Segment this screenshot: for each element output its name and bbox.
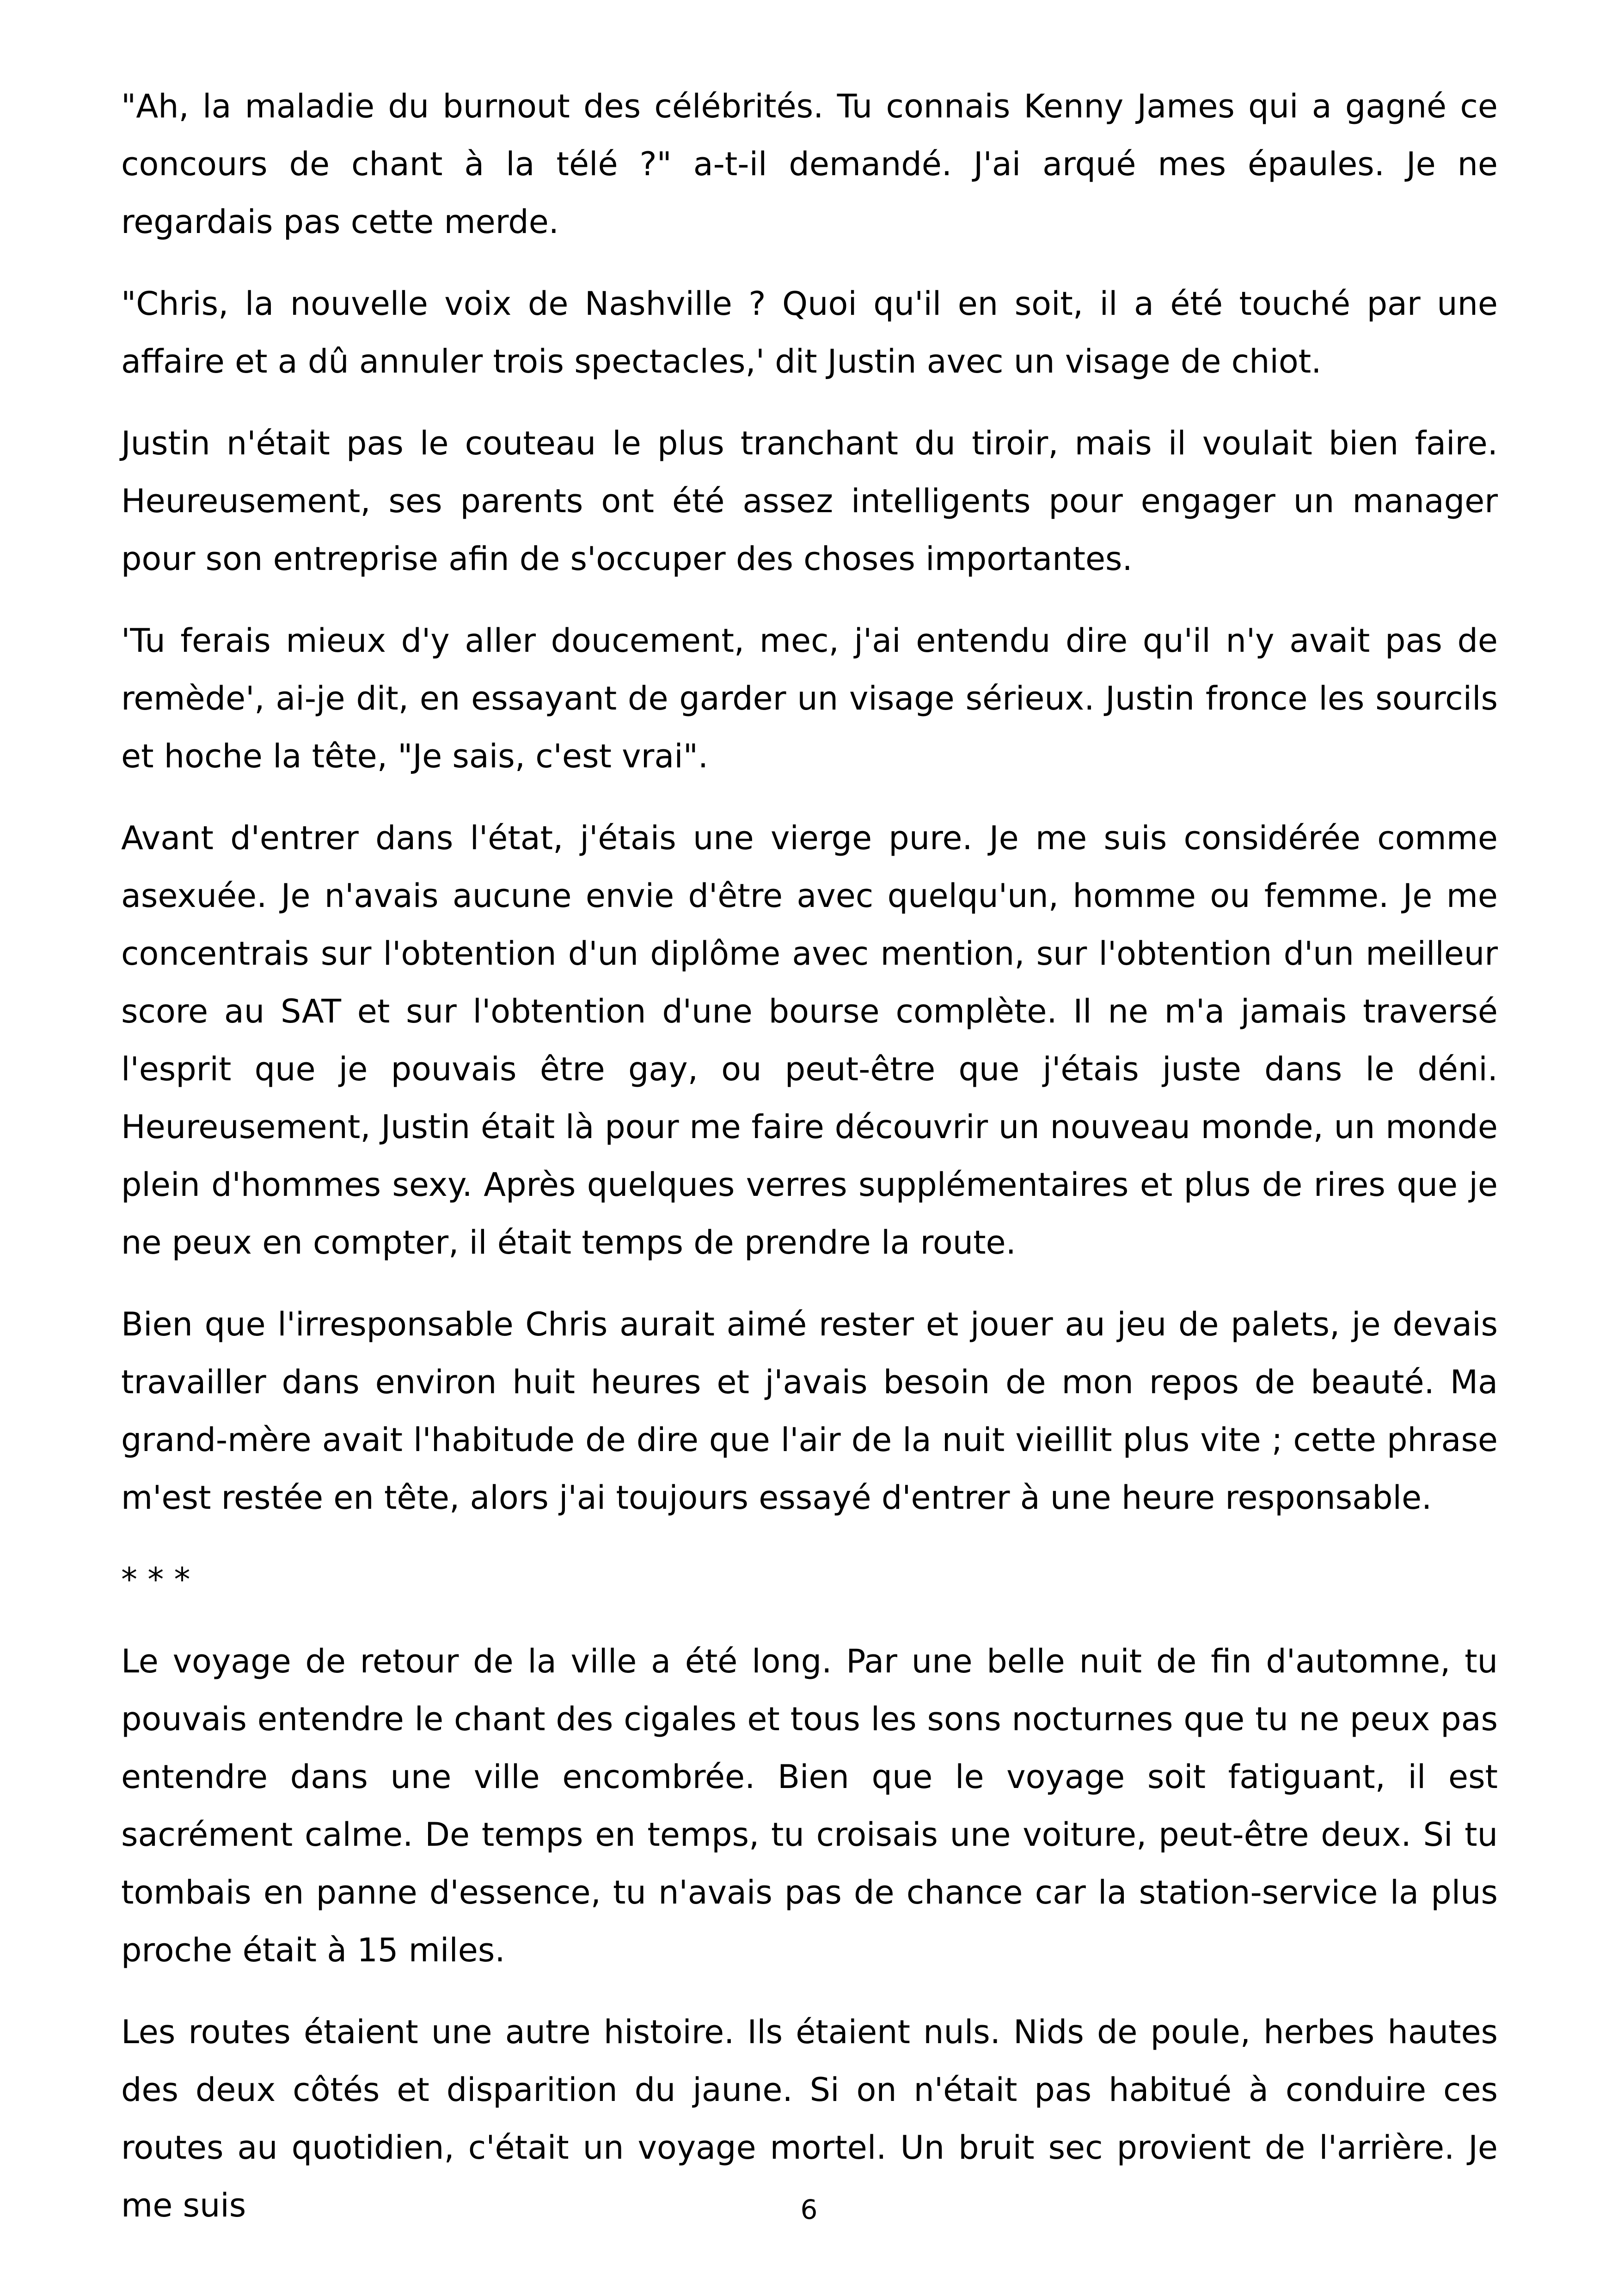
paragraph: 'Tu ferais mieux d'y aller doucement, mec, j'ai entendu dire qu'il n'y avait pas de remède', ai-je dit, en essayant de garder un visage sérieux. Justin fronce les sourcils et hoche la tête, "Je sais, c'est vrai". xyxy=(121,622,1498,775)
paragraph: Avant d'entrer dans l'état, j'étais une vierge pure. Je me suis considérée comme asexuée. Je n'avais aucune envie d'être avec quelqu'un, homme ou femme. Je me concentrais sur l'obtention d'un diplôme avec mention, sur l'obtention d'un meilleur score au SAT et sur l'obtention d'une bourse complète. Il ne m'a jamais traversé l'esprit que je pouvais être gay, ou peut-être que j'étais juste dans le déni. Heureusement, Justin était là pour me faire découvrir un nouveau monde, un monde plein d'hommes sexy. Après quelques verres supplémentaires et plus de rires que je ne peux en compter, il était temps de prendre la route. xyxy=(121,819,1498,1261)
paragraph: "Chris, la nouvelle voix de Nashville ? Quoi qu'il en soit, il a été touché par une affaire et a dû annuler trois spectacles,' dit Justin avec un visage de chiot. xyxy=(121,285,1498,380)
page-number: 6 xyxy=(800,2194,818,2225)
scene-break: * * * xyxy=(121,1561,190,1598)
paragraph: Le voyage de retour de la ville a été long. Par une belle nuit de fin d'automne, tu pouvais entendre le chant des cigales et tous les sons nocturnes que tu ne peux pas entendre dans une ville encombrée. Bien que le voyage soit fatiguant, il est sacrément calme. De temps en temps, tu croisais une voiture, peut-être deux. Si tu tombais en panne d'essence, tu n'avais pas de chance car la station-service la plus proche était à 15 miles. xyxy=(121,1642,1498,1969)
body-text xyxy=(121,78,1498,2235)
paragraph: Justin n'était pas le couteau le plus tranchant du tiroir, mais il voulait bien faire. Heureusement, ses parents ont été assez intelligents pour engager un manager pour son entreprise afin de s'occuper des choses importantes. xyxy=(121,424,1498,578)
paragraph: Bien que l'irresponsable Chris aurait aimé rester et jouer au jeu de palets, je devais travailler dans environ huit heures et j'avais besoin de mon repos de beauté. Ma grand-mère avait l'habitude de dire que l'air de la nuit vieillit plus vite ; cette phrase m'est restée en tête, alors j'ai toujours essayé d'entrer à une heure responsable. xyxy=(121,1305,1498,1517)
paragraph: Les routes étaient une autre histoire. Ils étaient nuls. Nids de poule, herbes hautes des deux côtés et disparition du jaune. Si on n'était pas habitué à conduire ces routes au quotidien, c'était un voyage mortel. Un bruit sec provient de l'arrière. Je me suis xyxy=(121,2013,1498,2224)
paragraph: "Ah, la maladie du burnout des célébrités. Tu connais Kenny James qui a gagné ce concours de chant à la télé ?" a-t-il demandé. J'ai arqué mes épaules. Je ne regardais pas cette merde. xyxy=(121,87,1498,241)
